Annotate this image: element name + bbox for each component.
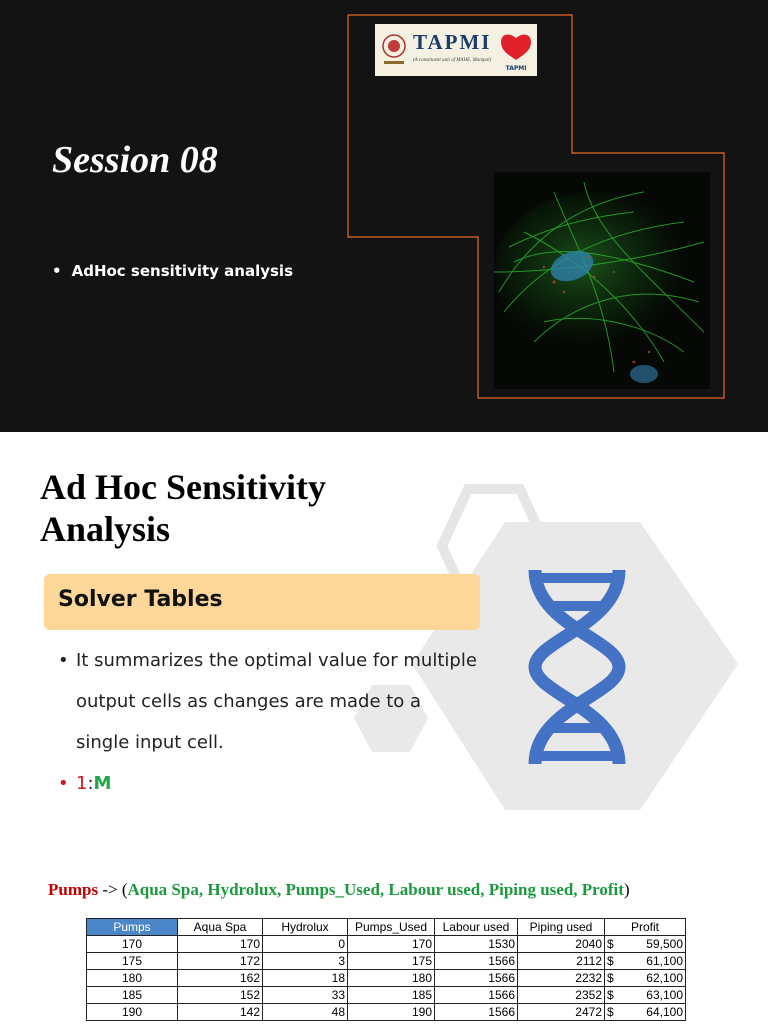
table-cell: 33: [263, 987, 348, 1004]
table-cell: 152: [178, 987, 263, 1004]
session-title: Session 08: [52, 139, 218, 181]
table-cell: 2040: [518, 936, 605, 953]
column-header: Profit: [605, 919, 686, 936]
table-cell: 3: [263, 953, 348, 970]
table-cell: 190: [87, 1004, 178, 1021]
logo-subtitle: (A constituent unit of MAHE, Manipal): [413, 58, 492, 63]
table-cell: 18: [263, 970, 348, 987]
outputs-list-text: Aqua Spa, Hydrolux, Pumps_Used, Labour used, Piping used, Profit: [127, 880, 624, 899]
bullet-list: [58, 640, 478, 804]
table-row: [87, 936, 686, 953]
table-cell: 64,100: [619, 1004, 686, 1021]
solver-tables-title: Solver Tables: [58, 587, 223, 612]
table-cell: 142: [178, 1004, 263, 1021]
slide-sensitivity-analysis: [0, 432, 768, 1024]
ratio-right: M: [93, 773, 112, 794]
column-header: Hydrolux: [263, 919, 348, 936]
table-cell: 162: [178, 970, 263, 987]
tapmi-logo: [375, 24, 537, 76]
slide-title: Ad Hoc Sensitivity Analysis: [40, 467, 327, 549]
table-cell: 2112: [518, 953, 605, 970]
pumps-mapping-line: [48, 880, 630, 900]
institute-seal-icon: [380, 30, 408, 70]
currency-symbol: $: [605, 1004, 620, 1021]
logo-badge-text: TAPMI: [505, 65, 527, 72]
sensitivity-table: [86, 918, 686, 1021]
column-header: Pumps: [87, 919, 178, 936]
logo-wordmark: TAPMI: [413, 30, 492, 54]
ratio-separator: :: [87, 773, 94, 794]
bullet-dot: •: [58, 650, 69, 671]
table-header-row: [87, 919, 686, 936]
list-item: [58, 763, 478, 804]
table-cell: 170: [348, 936, 435, 953]
arrow-text: -> (: [98, 880, 128, 899]
bullet-dot: •: [58, 773, 69, 794]
table-cell: 185: [348, 987, 435, 1004]
table-cell: 63,100: [619, 987, 686, 1004]
table-cell: 2472: [518, 1004, 605, 1021]
slide-session-title: [0, 0, 768, 432]
table-cell: 62,100: [619, 970, 686, 987]
table-cell: 180: [87, 970, 178, 987]
column-header: Labour used: [435, 919, 518, 936]
table-cell: 61,100: [619, 953, 686, 970]
ratio-left: 1: [76, 773, 88, 794]
table-cell: 170: [87, 936, 178, 953]
table-cell: 1566: [435, 970, 518, 987]
table-row: [87, 953, 686, 970]
currency-symbol: $: [605, 936, 620, 953]
session-topic-bullet: [52, 262, 293, 280]
cell-microscopy-image: [494, 172, 710, 389]
column-header: Pumps_Used: [348, 919, 435, 936]
bullet-dot: •: [52, 262, 62, 280]
table-cell: 1530: [435, 936, 518, 953]
table-cell: 175: [87, 953, 178, 970]
pumps-input-label: Pumps: [48, 880, 99, 899]
table-cell: 175: [348, 953, 435, 970]
table-row: [87, 987, 686, 1004]
butterfly-logo-icon: [499, 32, 533, 72]
list-item: [58, 640, 478, 763]
table-cell: 1566: [435, 987, 518, 1004]
table-row: [87, 970, 686, 987]
table-cell: 2352: [518, 987, 605, 1004]
table-cell: 172: [178, 953, 263, 970]
table-cell: 1566: [435, 953, 518, 970]
solver-description-text: It summarizes the optimal value for multiple output cells as changes are made to a single input cell.: [76, 650, 477, 753]
session-topic-text: AdHoc sensitivity analysis: [71, 262, 294, 280]
column-header: Aqua Spa: [178, 919, 263, 936]
dna-icon: [525, 570, 629, 764]
table-cell: 190: [348, 1004, 435, 1021]
table-cell: 59,500: [619, 936, 686, 953]
currency-symbol: $: [605, 970, 620, 987]
column-header: Piping used: [518, 919, 605, 936]
table-cell: 2232: [518, 970, 605, 987]
table-cell: 170: [178, 936, 263, 953]
table-row: [87, 1004, 686, 1021]
table-cell: 185: [87, 987, 178, 1004]
solver-tables-header-box: [44, 574, 480, 630]
currency-symbol: $: [605, 987, 620, 1004]
close-paren: ): [623, 880, 630, 899]
table-cell: 1566: [435, 1004, 518, 1021]
currency-symbol: $: [605, 953, 620, 970]
table-cell: 48: [263, 1004, 348, 1021]
table-cell: 0: [263, 936, 348, 953]
table-cell: 180: [348, 970, 435, 987]
